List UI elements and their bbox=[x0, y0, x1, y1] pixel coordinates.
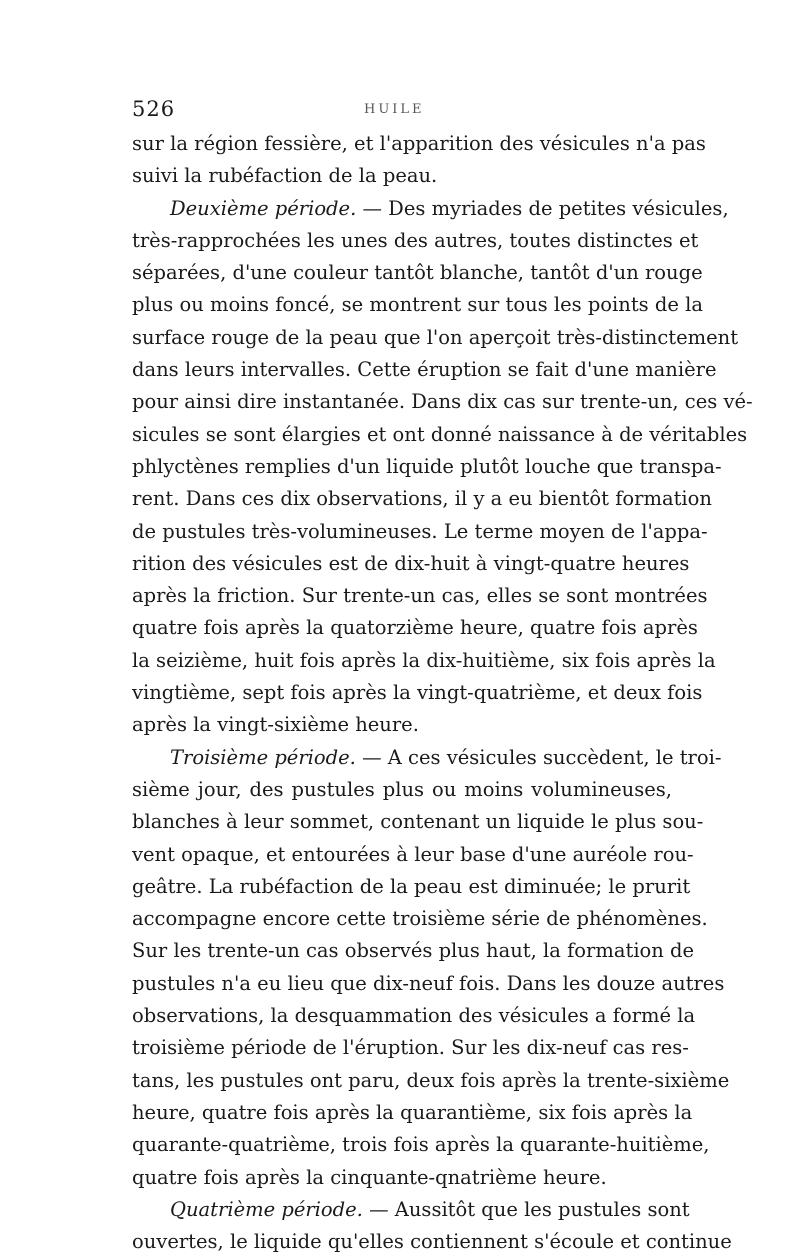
text-line bbox=[132, 1194, 690, 1226]
text-line: observations, la desquammation des vésicules a formé la bbox=[132, 1004, 696, 1028]
text-line: troisième période de l'éruption. Sur les dix-neuf cas res- bbox=[132, 1036, 689, 1060]
text-line: ouvertes, le liquide qu'elles contiennent s'écoule et continue bbox=[132, 1230, 732, 1254]
text-line: la seizième, huit fois après la dix-huitième, six fois après la bbox=[132, 648, 716, 672]
section-heading-deuxieme: Deuxième période. bbox=[170, 196, 357, 220]
text-line: vent opaque, et entourées à leur base d'une auréole rou- bbox=[132, 842, 694, 866]
text-line: vingtième, sept fois après la vingt-quatrième, et deux fois bbox=[132, 681, 703, 705]
text-line: rition des vésicules est de dix-huit à vingt-quatre heures bbox=[132, 551, 690, 575]
text-line: après la vingt-sixième heure. bbox=[132, 713, 419, 737]
text-line: pustules n'a eu lieu que dix-neuf fois. Dans les douze autres bbox=[132, 971, 725, 995]
text-line: très-rapprochées les unes des autres, toutes distinctes et bbox=[132, 228, 699, 252]
text-line: sicules se sont élargies et ont donné naissance à de véritables bbox=[132, 422, 748, 446]
section-heading-quatrieme: Quatrième période. bbox=[170, 1197, 363, 1221]
text-line: sième jour, des pustules plus ou moins volumineuses, bbox=[132, 777, 672, 801]
text-line: Sur les trente-un cas observés plus haut, la formation de bbox=[132, 939, 695, 963]
text-line: tans, les pustules ont paru, deux fois après la trente-sixième bbox=[132, 1068, 730, 1092]
text-line bbox=[132, 193, 729, 225]
text-line: blanches à leur sommet, contenant un liquide le plus sou- bbox=[132, 810, 704, 834]
text-line: quatre fois après la quatorzième heure, quatre fois après bbox=[132, 616, 698, 640]
text-line: heure, quatre fois après la quarantième, six fois après la bbox=[132, 1100, 693, 1124]
running-head: HUILE bbox=[364, 102, 425, 117]
text-line: plus ou moins foncé, se montrent sur tous les points de la bbox=[132, 293, 703, 317]
body-text bbox=[132, 128, 753, 1258]
section-heading-troisieme: Troisième période. bbox=[170, 745, 356, 769]
text-line: rent. Dans ces dix observations, il y a eu bientôt formation bbox=[132, 487, 712, 511]
text-line-rest: — Des myriades de petites vésicules, bbox=[362, 196, 729, 220]
text-line: suivi la rubéfaction de la peau. bbox=[132, 164, 438, 188]
text-line: sur la région fessière, et l'apparition des vésicules n'a pas bbox=[132, 132, 706, 155]
text-line-rest: — A ces vésicules succèdent, le troi- bbox=[362, 745, 722, 769]
page-header bbox=[132, 97, 672, 123]
text-line: après la friction. Sur trente-un cas, elles se sont montrées bbox=[132, 584, 708, 608]
text-line: quatre fois après la cinquante-qnatrième heure. bbox=[132, 1165, 607, 1189]
text-line: pour ainsi dire instantanée. Dans dix cas sur trente-un, ces vé- bbox=[132, 390, 753, 414]
page-number: 526 bbox=[132, 97, 176, 121]
text-line: de pustules très-volumineuses. Le terme moyen de l'appa- bbox=[132, 519, 708, 543]
text-line: surface rouge de la peau que l'on aperçoit très-distinctement bbox=[132, 325, 739, 349]
text-line bbox=[132, 742, 722, 774]
text-line: séparées, d'une couleur tantôt blanche, tantôt d'un rouge bbox=[132, 261, 703, 285]
text-line: quarante-quatrième, trois fois après la quarante-huitième, bbox=[132, 1133, 710, 1157]
text-line: geâtre. La rubéfaction de la peau est diminuée; le prurit bbox=[132, 874, 691, 898]
text-line: phlyctènes remplies d'un liquide plutôt louche que transpa- bbox=[132, 454, 722, 478]
text-line: dans leurs intervalles. Cette éruption se fait d'une manière bbox=[132, 358, 717, 382]
text-line: accompagne encore cette troisième série de phénomènes. bbox=[132, 907, 708, 931]
text-line-rest: — Aussitôt que les pustules sont bbox=[369, 1197, 690, 1221]
